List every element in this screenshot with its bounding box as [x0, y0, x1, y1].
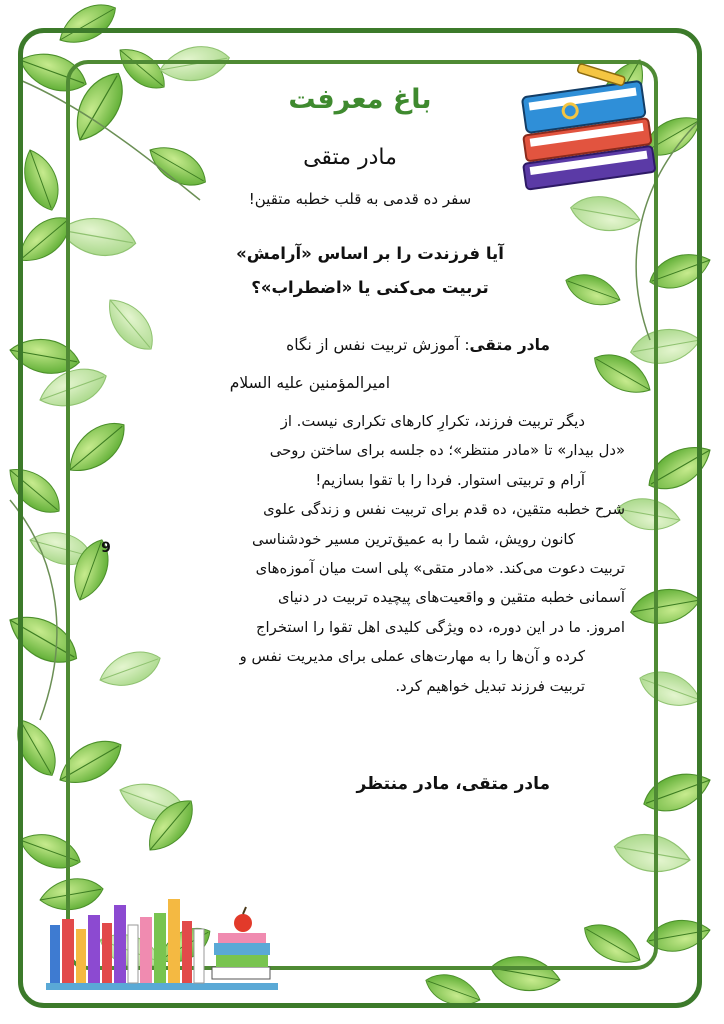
body-line: «دل بیدار» تا «مادر منتظر»؛ ده جلسه برای ساختن روحی — [269, 442, 625, 460]
body-paragraph — [150, 407, 655, 701]
intro-line — [190, 336, 550, 354]
question-line: آیا فرزندت را بر اساس «آرامش» — [236, 244, 504, 263]
intro-label: مادر متقی — [469, 336, 550, 354]
body-line: آسمانی خطبه متقین و واقعیت‌های پیچیده تربیت در دنیای — [278, 589, 625, 607]
body-line: تربیت دعوت می‌کند. «مادر متقی» پلی است میان آموزه‌های — [255, 560, 625, 578]
tagline: سفر ده قدمی به قلب خطبه متقین! — [248, 190, 472, 208]
question-line: تربیت می‌کنی یا «اضطراب»؟ — [251, 278, 489, 297]
page-title: باغ معرفت — [288, 84, 432, 115]
body-line: تربیت فرزند تبدیل خواهیم کرد. — [395, 677, 585, 695]
page-number: 9 — [101, 540, 111, 556]
imam-line: امیرالمؤمنین علیه السلام — [229, 374, 390, 392]
body-line: امروز. ما در این دوره، ده ویژگی کلیدی اهل تقوا را استخراج — [256, 618, 625, 636]
bookshelf-icon — [42, 895, 282, 995]
body-line: شرح خطبه متقین، ده قدم برای تربیت نفس و زندگی علوی — [263, 501, 625, 519]
intro-text: : آموزش تربیت نفس از نگاه — [286, 336, 470, 354]
body-line: آرام و تربیتی استوار. فردا را با تقوا بسازیم! — [315, 471, 585, 489]
signature: مادر متقی، مادر منتظر — [356, 774, 550, 794]
books-stack-icon — [505, 55, 665, 205]
question-block — [200, 237, 540, 305]
subtitle: مادر متقی — [303, 145, 397, 170]
body-line: دیگر تربیت فرزند، تکرارِ کارهای تکراری نیست. از — [280, 413, 585, 430]
body-line: کرده و آن‌ها را به مهارت‌های عملی برای مدیریت نفس و — [239, 648, 585, 666]
body-line: کانون رویش، شما را به عمیق‌ترین مسیر خودشناسی — [251, 530, 575, 548]
